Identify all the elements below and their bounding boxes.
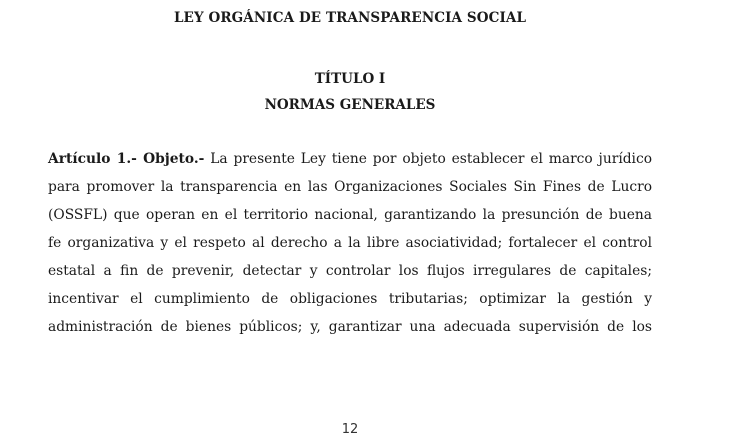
- article-line: administración de bienes públicos; y, garantizar una adecuada supervisión de los: [48, 319, 652, 335]
- article-line: para promover la transparencia en las Organizaciones Sociales Sin Fines de Lucro: [48, 179, 652, 195]
- article-line-text: La presente Ley tiene por objeto establecer el marco jurídico: [204, 151, 653, 167]
- article-line: fe organizativa y el respeto al derecho a la libre asociatividad; fortalecer el control: [48, 235, 652, 251]
- section-subheading: NORMAS GENERALES: [264, 97, 436, 113]
- section-heading: TÍTULO I: [314, 71, 386, 87]
- page-number: 12: [341, 422, 359, 437]
- article-line: estatal a fin de prevenir, detectar y controlar los flujos irregulares de capitales;: [48, 263, 652, 279]
- law-title: LEY ORGÁNICA DE TRANSPARENCIA SOCIAL: [173, 10, 527, 26]
- article-line: incentivar el cumplimiento de obligaciones tributarias; optimizar la gestión y: [48, 291, 652, 307]
- article-lead: Artículo 1.- Objeto.-: [48, 151, 205, 167]
- article-line: (OSSFL) que operan en el territorio nacional, garantizando la presunción de buena: [48, 207, 652, 223]
- article-1-paragraph: [48, 148, 652, 344]
- article-line: [48, 148, 652, 176]
- section-heading-block: [0, 66, 700, 118]
